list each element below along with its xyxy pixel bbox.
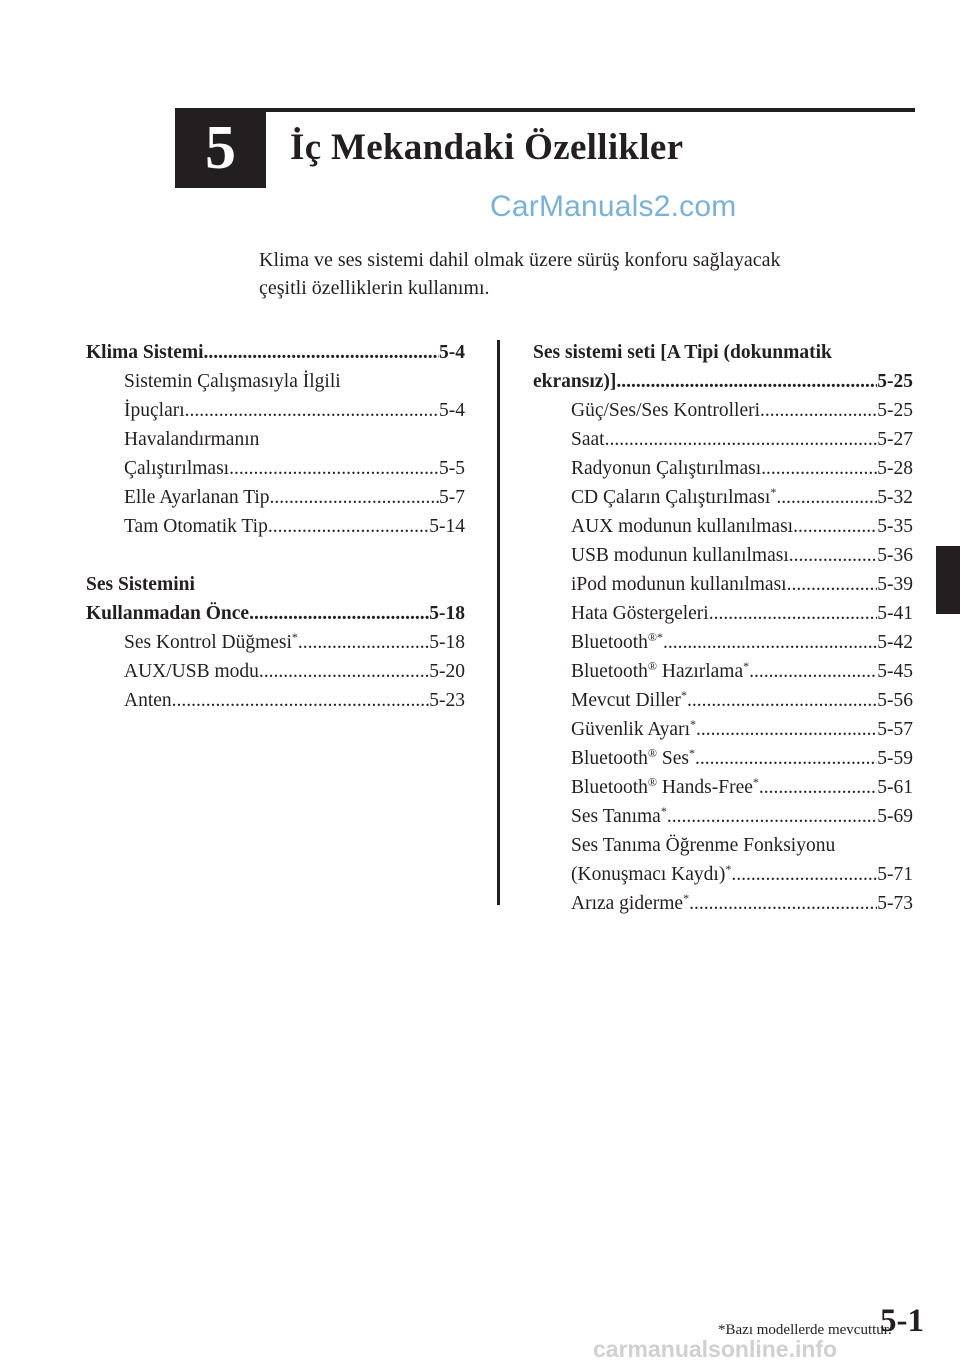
toc-entry-label: Güç/Ses/Ses Kontrolleri bbox=[571, 400, 761, 421]
toc-entry[interactable] bbox=[533, 367, 913, 396]
toc-leader-dots bbox=[605, 425, 878, 454]
toc-entry[interactable] bbox=[86, 396, 465, 425]
toc-leader-dots bbox=[687, 686, 877, 715]
toc-entry-label: Ses sistemi seti [A Tipi (dokunmatik bbox=[533, 342, 832, 363]
toc-entry[interactable] bbox=[86, 512, 465, 541]
chapter-number: 5 bbox=[205, 114, 236, 182]
chapter-number-box bbox=[175, 108, 266, 188]
toc-page-ref: 5-39 bbox=[877, 574, 913, 595]
toc-entry-label: AUX/USB modu bbox=[124, 661, 259, 682]
toc-leader-dots bbox=[696, 715, 877, 744]
toc-leader-dots bbox=[709, 599, 878, 628]
toc-entry[interactable] bbox=[533, 396, 913, 425]
toc-leader-dots bbox=[667, 802, 877, 831]
toc-entry[interactable] bbox=[533, 686, 913, 715]
toc-entry[interactable] bbox=[86, 454, 465, 483]
toc-leader-dots bbox=[759, 773, 877, 802]
toc-entry-label: (Konuşmacı Kaydı)* bbox=[571, 862, 732, 885]
toc-leader-dots bbox=[663, 628, 877, 657]
toc-page-ref: 5-23 bbox=[429, 690, 465, 711]
toc-page-ref: 5-42 bbox=[877, 632, 913, 653]
toc-entry[interactable] bbox=[533, 802, 913, 831]
toc-leader-dots bbox=[749, 657, 877, 686]
toc-leader-dots bbox=[695, 744, 877, 773]
toc-entry-label: Bluetooth®* bbox=[571, 630, 664, 653]
intro-line-2: çeşitli özelliklerin kullanımı. bbox=[259, 277, 490, 299]
toc-entry-label: Hata Göstergeleri bbox=[571, 603, 709, 624]
toc-page-ref: 5-25 bbox=[877, 371, 913, 392]
toc-page-ref: 5-36 bbox=[877, 545, 913, 566]
toc-page-ref: 5-35 bbox=[877, 516, 913, 537]
toc-leader-dots bbox=[249, 599, 429, 628]
toc-entry[interactable] bbox=[86, 686, 465, 715]
chapter-intro bbox=[259, 246, 899, 302]
toc-leader-dots bbox=[761, 454, 877, 483]
footnote: *Bazı modellerde mevcuttur. bbox=[718, 1322, 892, 1338]
toc-entry[interactable] bbox=[86, 628, 465, 657]
toc-entry[interactable] bbox=[86, 570, 465, 599]
toc-leader-dots bbox=[793, 512, 877, 541]
toc-entry-label: İpuçları bbox=[124, 400, 185, 421]
toc-page-ref: 5-57 bbox=[877, 719, 913, 740]
toc-entry-label: Ses Tanıma Öğrenme Fonksiyonu bbox=[571, 835, 836, 856]
toc-entry[interactable] bbox=[533, 483, 913, 512]
toc-leader-dots bbox=[616, 367, 877, 396]
toc-leader-dots bbox=[789, 541, 877, 570]
toc-entry-label: Sistemin Çalışmasıyla İlgili bbox=[124, 371, 341, 392]
toc-entry[interactable] bbox=[533, 338, 913, 367]
toc-entry-label: Bluetooth® Hazırlama* bbox=[571, 659, 750, 682]
toc-entry-label: Mevcut Diller* bbox=[571, 688, 687, 711]
toc-entry-label: Saat bbox=[571, 429, 605, 450]
chapter-title: İç Mekandaki Özellikler bbox=[290, 127, 684, 168]
toc-page-ref: 5-27 bbox=[877, 429, 913, 450]
toc-leader-dots bbox=[259, 657, 429, 686]
toc-page-ref: 5-71 bbox=[877, 864, 913, 885]
toc-entry[interactable] bbox=[533, 889, 913, 918]
toc-entry-label: ekransız)] bbox=[533, 371, 617, 392]
toc-leader-dots bbox=[731, 860, 877, 889]
toc-entry-label: Güvenlik Ayarı* bbox=[571, 717, 696, 740]
toc-entry-label: AUX modunun kullanılması bbox=[571, 516, 794, 537]
toc-leader-dots bbox=[270, 483, 439, 512]
toc-page-ref: 5-20 bbox=[429, 661, 465, 682]
toc-entry-label: Radyonun Çalıştırılması bbox=[571, 458, 762, 479]
toc-leader-dots bbox=[185, 396, 439, 425]
toc-entry-label: USB modunun kullanılması bbox=[571, 545, 789, 566]
toc-entry[interactable] bbox=[533, 599, 913, 628]
toc-leader-dots bbox=[172, 686, 430, 715]
toc-leader-dots bbox=[787, 570, 878, 599]
toc-entry-label: Bluetooth® Hands-Free* bbox=[571, 775, 759, 798]
toc-entry[interactable] bbox=[533, 541, 913, 570]
toc-entry[interactable] bbox=[533, 744, 913, 773]
toc-leader-dots bbox=[229, 454, 439, 483]
toc-entry-label: Anten bbox=[124, 690, 172, 711]
toc-page-ref: 5-18 bbox=[429, 603, 465, 624]
watermark-top: CarManuals2.com bbox=[490, 190, 737, 223]
toc-entry[interactable] bbox=[86, 338, 465, 367]
toc-section-gap bbox=[86, 541, 465, 570]
toc-left-column bbox=[86, 338, 465, 715]
toc-page-ref: 5-14 bbox=[429, 516, 465, 537]
chapter-side-tab bbox=[936, 546, 960, 614]
toc-entry[interactable] bbox=[533, 773, 913, 802]
toc-entry-label: Çalıştırılması bbox=[124, 458, 230, 479]
toc-page-ref: 5-4 bbox=[439, 400, 465, 421]
toc-page-ref: 5-61 bbox=[877, 777, 913, 798]
toc-entry[interactable] bbox=[533, 831, 913, 860]
toc-entry-label: Kullanmadan Önce bbox=[86, 603, 250, 624]
toc-entry[interactable] bbox=[86, 367, 465, 396]
toc-leader-dots bbox=[760, 396, 877, 425]
toc-page-ref: 5-18 bbox=[429, 632, 465, 653]
toc-leader-dots bbox=[776, 483, 877, 512]
toc-entry-label: Ses Tanıma* bbox=[571, 804, 667, 827]
toc-entry-label: Klima Sistemi bbox=[86, 342, 204, 363]
toc-page-ref: 5-28 bbox=[877, 458, 913, 479]
toc-entry[interactable] bbox=[533, 512, 913, 541]
toc-page-ref: 5-5 bbox=[439, 458, 465, 479]
toc-entry[interactable] bbox=[533, 454, 913, 483]
toc-right-column bbox=[533, 338, 913, 918]
toc-page-ref: 5-73 bbox=[877, 893, 913, 914]
toc-page-ref: 5-25 bbox=[877, 400, 913, 421]
toc-leader-dots bbox=[268, 512, 429, 541]
toc-page-ref: 5-59 bbox=[877, 748, 913, 769]
toc-entry-label: Elle Ayarlanan Tip bbox=[124, 487, 270, 508]
toc-page-ref: 5-32 bbox=[877, 487, 913, 508]
toc-page-ref: 5-7 bbox=[439, 487, 465, 508]
toc-page-ref: 5-45 bbox=[877, 661, 913, 682]
toc-entry-label: Bluetooth® Ses* bbox=[571, 746, 696, 769]
site-watermark: carmanualsonline.info bbox=[593, 1336, 838, 1362]
toc-entry-label: Havalandırmanın bbox=[124, 429, 260, 450]
toc-entry-label: Ses Sistemini bbox=[86, 574, 195, 595]
toc-entry-label: Ses Kontrol Düğmesi* bbox=[124, 630, 298, 653]
toc-entry[interactable] bbox=[86, 483, 465, 512]
toc-entry[interactable] bbox=[533, 715, 913, 744]
toc-entry[interactable] bbox=[533, 657, 913, 686]
toc-entry[interactable] bbox=[533, 860, 913, 889]
toc-page-ref: 5-41 bbox=[877, 603, 913, 624]
toc-entry-label: Arıza giderme* bbox=[571, 891, 690, 914]
toc-leader-dots bbox=[204, 338, 439, 367]
toc-entry[interactable] bbox=[533, 570, 913, 599]
toc-leader-dots bbox=[298, 628, 429, 657]
toc-entry[interactable] bbox=[86, 657, 465, 686]
toc-entry-label: iPod modunun kullanılması bbox=[571, 574, 787, 595]
toc-entry[interactable] bbox=[533, 425, 913, 454]
toc-entry[interactable] bbox=[86, 425, 465, 454]
toc-page-ref: 5-56 bbox=[877, 690, 913, 711]
toc-entry-label: CD Çaların Çalıştırılması* bbox=[571, 485, 777, 508]
toc-leader-dots bbox=[689, 889, 877, 918]
toc-page-ref: 5-4 bbox=[439, 342, 465, 363]
chapter-header-rule bbox=[266, 108, 915, 112]
toc-entry[interactable] bbox=[533, 628, 913, 657]
page-number: 5-1 bbox=[880, 1303, 924, 1339]
toc-page-ref: 5-69 bbox=[877, 806, 913, 827]
toc-entry[interactable] bbox=[86, 599, 465, 628]
toc-entry-label: Tam Otomatik Tip bbox=[124, 516, 268, 537]
column-divider bbox=[497, 340, 500, 905]
intro-line-1: Klima ve ses sistemi dahil olmak üzere sürüş konforu sağlayacak bbox=[259, 249, 781, 271]
